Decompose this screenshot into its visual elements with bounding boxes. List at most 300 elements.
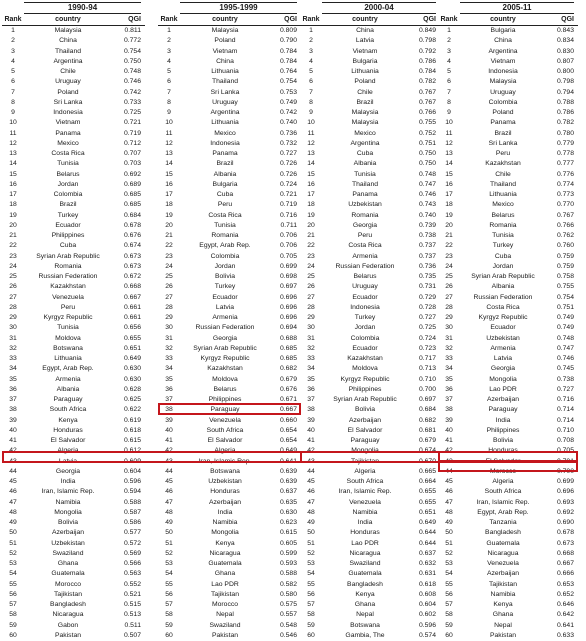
qgi-cell: 0.746	[418, 191, 436, 198]
country-cell: Poland	[57, 88, 79, 96]
country-cell: Romania	[351, 211, 379, 219]
qgi-cell: 0.736	[279, 129, 297, 137]
table-row	[158, 621, 301, 631]
table-row	[300, 621, 440, 631]
rank-cell: 18	[165, 201, 173, 209]
country-cell: Namibia	[490, 590, 516, 598]
qgi-cell: 0.612	[123, 447, 141, 455]
qgi-cell: 0.688	[279, 334, 297, 342]
rank-cell: 17	[165, 191, 173, 198]
country-cell: Romania	[54, 262, 82, 270]
qgi-cell: 0.682	[418, 416, 436, 424]
qgi-cell: 0.596	[418, 621, 436, 629]
rank-cell: 11	[445, 129, 453, 137]
qgi-cell: 0.773	[556, 191, 574, 198]
country-cell: South Africa	[49, 406, 87, 414]
qgi-cell: 0.630	[123, 365, 141, 373]
country-cell: Georgia	[352, 221, 378, 229]
qgi-cell: 0.811	[124, 27, 141, 34]
table-row	[438, 375, 578, 385]
table-row	[300, 323, 440, 333]
country-cell: Malaysia	[211, 27, 239, 34]
qgi-cell: 0.777	[556, 160, 574, 168]
country-cell: Azerbaijan	[51, 529, 85, 537]
country-cell: Mexico	[214, 129, 236, 137]
rank-cell: 26	[445, 283, 453, 291]
rank-cell: 23	[165, 252, 173, 260]
period-title: 2000-04	[322, 2, 436, 14]
country-cell: Ghana	[214, 570, 236, 578]
qgi-cell: 0.776	[556, 170, 574, 178]
qgi-cell: 0.692	[123, 170, 141, 178]
rank-cell: 30	[165, 324, 173, 332]
rank-cell: 53	[307, 560, 315, 567]
rank-cell: 60	[445, 631, 453, 639]
country-cell: Argentina	[53, 57, 83, 65]
rank-cell: 7	[309, 88, 313, 96]
qgi-cell: 0.786	[556, 109, 574, 116]
qgi-cell: 0.667	[279, 406, 297, 414]
country-cell: Panama	[55, 129, 81, 137]
table-row	[300, 467, 440, 477]
country-cell: Honduras	[350, 529, 380, 537]
qgi-cell: 0.751	[418, 139, 436, 147]
country-cell: Bangladesh	[485, 529, 521, 537]
country-cell: Thailand	[489, 180, 517, 188]
table-row	[2, 98, 145, 108]
country-cell: Jordan	[354, 324, 376, 332]
country-cell: Indonesia	[210, 139, 240, 147]
rank-cell: 12	[445, 139, 453, 147]
rank-cell: 30	[445, 324, 453, 332]
qgi-cell: 0.739	[418, 221, 436, 229]
qgi-cell: 0.790	[279, 37, 297, 45]
rank-cell: 27	[445, 293, 453, 301]
rank-cell: 4	[309, 57, 313, 65]
rank-cell: 24	[445, 262, 453, 270]
table-row	[158, 323, 301, 333]
table-row	[300, 221, 440, 231]
country-cell: Turkey	[57, 211, 79, 219]
country-cell: Bangladesh	[50, 601, 86, 608]
country-cell: Peru	[217, 201, 233, 209]
qgi-cell: 0.622	[123, 406, 141, 414]
country-cell: Tunisia	[57, 324, 79, 332]
qgi-cell: 0.700	[556, 467, 574, 475]
qgi-cell: 0.619	[123, 416, 141, 424]
country-cell: Bolivia	[492, 437, 514, 444]
qgi-cell: 0.713	[418, 365, 436, 373]
qgi-cell: 0.667	[123, 293, 141, 301]
country-cell: Iran, Islamic Rep.	[338, 488, 392, 496]
rank-cell: 26	[307, 283, 315, 291]
table-row	[300, 293, 440, 303]
country-cell: Lithuania	[54, 355, 82, 362]
qgi-cell: 0.644	[418, 529, 436, 537]
country-cell: Syrian Arab Republic	[333, 396, 397, 403]
table-row	[2, 252, 145, 262]
qgi-cell: 0.668	[123, 283, 141, 291]
table-row	[300, 385, 440, 395]
table-row	[300, 559, 440, 569]
qgi-cell: 0.696	[279, 293, 297, 301]
country-cell: South Africa	[206, 426, 244, 434]
table-row	[2, 282, 145, 292]
country-cell: Colombia	[210, 252, 240, 260]
qgi-cell: 0.754	[123, 47, 141, 55]
rank-cell: 10	[307, 119, 315, 127]
rank-cell: 22	[165, 242, 173, 250]
rank-cell: 30	[307, 324, 315, 332]
qgi-cell: 0.654	[279, 437, 297, 444]
table-row	[158, 200, 301, 210]
qgi-cell: 0.689	[123, 180, 141, 188]
country-cell: Mongolia	[351, 447, 379, 455]
table-row	[300, 395, 440, 405]
qgi-cell: 0.714	[556, 406, 574, 414]
rank-cell: 40	[445, 426, 453, 434]
country-cell: Venezuela	[487, 560, 519, 567]
rank-cell: 46	[307, 488, 315, 496]
rank-cell: 20	[445, 221, 453, 229]
rank-cell: 15	[445, 170, 453, 178]
qgi-cell: 0.690	[556, 519, 574, 526]
country-cell: Tajikistan	[211, 590, 239, 598]
qgi-cell: 0.728	[418, 303, 436, 311]
rank-cell: 42	[307, 447, 315, 455]
country-cell: El Salvador	[207, 437, 243, 444]
qgi-cell: 0.784	[279, 47, 297, 55]
qgi-cell: 0.738	[556, 375, 574, 383]
rank-cell: 43	[445, 457, 453, 465]
rank-cell: 52	[165, 549, 173, 557]
table-row	[438, 26, 578, 36]
table-row	[2, 477, 145, 487]
rank-cell: 54	[165, 570, 173, 578]
qgi-cell: 0.563	[123, 570, 141, 578]
qgi-cell: 0.639	[279, 478, 297, 485]
table-row	[438, 313, 578, 323]
table-row	[300, 190, 440, 200]
rank-cell: 24	[165, 262, 173, 270]
rank-cell: 6	[447, 78, 451, 86]
country-cell: Bolivia	[354, 406, 376, 414]
country-cell: Poland	[492, 109, 514, 116]
rank-cell: 21	[9, 232, 17, 239]
qgi-cell: 0.623	[279, 519, 297, 526]
rank-cell: 16	[165, 180, 173, 188]
table-row	[2, 416, 145, 426]
rank-cell: 49	[165, 519, 173, 526]
country-cell: Guatemala	[51, 570, 85, 578]
table-row	[438, 539, 578, 549]
rank-cell: 32	[307, 344, 315, 352]
rank-cell: 10	[165, 119, 173, 127]
country-cell: Egypt, Arab Rep.	[477, 508, 529, 516]
rank-cell: 31	[307, 334, 315, 342]
country-cell: Indonesia	[488, 68, 518, 75]
qgi-cell: 0.604	[418, 601, 436, 608]
table-row	[158, 57, 301, 67]
country-cell: Venezuela	[209, 416, 241, 424]
country-cell: Tunisia	[214, 221, 236, 229]
country-cell: Syrian Arab Republic	[36, 252, 100, 260]
rank-cell: 39	[9, 416, 17, 424]
country-cell: Russian Federation	[335, 262, 395, 270]
country-cell: Malaysia	[351, 109, 379, 116]
rank-cell: 59	[307, 621, 315, 629]
qgi-cell: 0.630	[123, 375, 141, 383]
rank-cell: 5	[309, 68, 313, 75]
table-row	[300, 231, 440, 241]
country-cell: Georgia	[212, 334, 238, 342]
table-row	[300, 170, 440, 180]
country-cell: Belarus	[353, 273, 377, 280]
period-title: 2005-11	[460, 2, 574, 14]
country-cell: Gabon	[57, 621, 79, 629]
rank-cell: 37	[9, 396, 17, 403]
rank-cell: 50	[165, 529, 173, 537]
table-row	[300, 498, 440, 508]
country-cell: Nicaragua	[209, 549, 241, 557]
table-row	[438, 272, 578, 282]
country-cell: Georgia	[55, 467, 81, 475]
rank-cell: 40	[307, 426, 315, 434]
rank-cell: 38	[307, 406, 315, 414]
table-row	[158, 600, 301, 610]
rank-cell: 18	[307, 201, 315, 209]
rank-cell: 46	[165, 488, 173, 496]
country-cell: Lithuania	[211, 68, 239, 75]
table-row	[300, 590, 440, 600]
qgi-cell: 0.779	[556, 139, 574, 147]
table-row	[158, 375, 301, 385]
rank-cell: 31	[165, 334, 173, 342]
country-cell: Azerbaijan	[486, 570, 520, 578]
rank-cell: 3	[167, 47, 171, 55]
qgi-cell: 0.651	[123, 344, 141, 352]
rank-cell: 53	[445, 560, 453, 567]
rank-cell: 8	[167, 98, 171, 106]
qgi-cell: 0.696	[279, 314, 297, 321]
country-cell: Philippines	[208, 396, 242, 403]
period-block-3	[438, 2, 578, 641]
country-cell: Uzbekistan	[208, 478, 242, 485]
qgi-cell: 0.637	[418, 549, 436, 557]
country-cell: Kyrgyz Republic	[200, 355, 250, 362]
qgi-cell: 0.618	[418, 580, 436, 588]
table-row	[2, 159, 145, 169]
country-cell: Brazil	[216, 160, 234, 168]
rank-cell: 21	[165, 232, 173, 239]
rank-cell: 50	[307, 529, 315, 537]
table-row	[438, 211, 578, 221]
table-row	[438, 416, 578, 426]
table-row	[158, 139, 301, 149]
country-cell: Panama	[352, 191, 378, 198]
rank-cell: 52	[445, 549, 453, 557]
table-row	[158, 108, 301, 118]
rank-cell: 6	[309, 78, 313, 86]
qgi-cell: 0.671	[279, 396, 297, 403]
table-row	[438, 426, 578, 436]
rank-cell: 56	[165, 590, 173, 598]
country-cell: Tunisia	[354, 170, 376, 178]
qgi-cell: 0.678	[556, 529, 574, 537]
table-row	[158, 313, 301, 323]
rank-cell: 28	[165, 303, 173, 311]
table-row	[2, 170, 145, 180]
country-cell: Philippines	[486, 426, 520, 434]
table-row	[300, 129, 440, 139]
table-row	[2, 590, 145, 600]
qgi-cell: 0.719	[279, 201, 297, 209]
table-row	[2, 36, 145, 46]
country-cell: Ghana	[492, 611, 514, 619]
table-row	[300, 580, 440, 590]
table-row	[300, 354, 440, 364]
rank-cell: 25	[165, 273, 173, 280]
rank-cell: 23	[9, 252, 17, 260]
country-cell: Pakistan	[211, 631, 239, 639]
qgi-cell: 0.724	[279, 180, 297, 188]
country-cell: Paraguay	[53, 396, 83, 403]
table-row	[2, 569, 145, 579]
rank-cell: 50	[9, 529, 17, 537]
qgi-cell: 0.631	[418, 570, 436, 578]
qgi-cell: 0.700	[418, 385, 436, 393]
table-row	[438, 477, 578, 487]
country-cell: Belarus	[213, 385, 237, 393]
rank-cell: 34	[165, 365, 173, 373]
country-cell: Azerbaijan	[348, 416, 382, 424]
rank-cell: 35	[165, 375, 173, 383]
country-cell: Nicaragua	[349, 549, 381, 557]
qgi-cell: 0.778	[556, 150, 574, 157]
table-row	[438, 149, 578, 159]
country-cell: Ecuador	[352, 293, 378, 301]
country-cell: Nepal	[216, 611, 234, 619]
country-cell: Belarus	[56, 170, 80, 178]
qgi-cell: 0.672	[123, 273, 141, 280]
table-row	[158, 262, 301, 272]
country-cell: India	[217, 508, 233, 516]
country-cell: El Salvador	[50, 437, 86, 444]
rank-cell: 42	[445, 447, 453, 455]
table-row	[300, 139, 440, 149]
rank-cell: 46	[445, 488, 453, 496]
table-row	[300, 364, 440, 374]
country-cell: Malaysia	[489, 78, 517, 86]
rank-cell: 29	[307, 314, 315, 321]
country-cell: Bulgaria	[352, 57, 378, 65]
qgi-cell: 0.751	[556, 303, 574, 311]
country-cell: China	[356, 27, 374, 34]
qgi-cell: 0.750	[418, 160, 436, 168]
rank-cell: 42	[165, 447, 173, 455]
qgi-cell: 0.661	[123, 303, 141, 311]
country-cell: Venezuela	[52, 293, 84, 301]
rank-cell: 48	[165, 508, 173, 516]
country-cell: Kazakhstan	[207, 365, 243, 373]
qgi-cell: 0.684	[418, 406, 436, 414]
table-row	[158, 508, 301, 518]
table-row	[300, 159, 440, 169]
rank-cell: 55	[307, 580, 315, 588]
rank-cell: 49	[9, 519, 17, 526]
country-cell: Swaziland	[349, 560, 381, 567]
rank-cell: 48	[9, 508, 17, 516]
table-row	[438, 498, 578, 508]
country-cell: Ghana	[354, 601, 376, 608]
qgi-cell: 0.698	[279, 273, 297, 280]
rank-cell: 56	[307, 590, 315, 598]
country-cell: Guatemala	[348, 570, 382, 578]
qgi-cell: 0.758	[556, 273, 574, 280]
qgi-cell: 0.566	[123, 560, 141, 567]
qgi-cell: 0.679	[418, 437, 436, 444]
qgi-cell: 0.618	[123, 426, 141, 434]
country-cell: Peru	[357, 232, 373, 239]
country-header: country	[352, 16, 378, 23]
country-cell: Tanzania	[489, 519, 517, 526]
country-cell: Latvia	[355, 37, 375, 45]
country-cell: Latvia	[493, 355, 513, 362]
rank-cell: 41	[307, 437, 315, 444]
country-header: country	[212, 16, 238, 23]
rank-cell: 37	[165, 396, 173, 403]
qgi-cell: 0.703	[123, 160, 141, 168]
country-cell: Albania	[56, 385, 80, 393]
rank-cell: 24	[307, 262, 315, 270]
rank-cell: 46	[9, 488, 17, 496]
rank-cell: 43	[9, 457, 17, 465]
rank-cell: 32	[445, 344, 453, 352]
country-cell: Cuba	[356, 150, 374, 157]
rank-cell: 14	[445, 160, 453, 168]
rank-cell: 52	[307, 549, 315, 557]
qgi-cell: 0.830	[556, 47, 574, 55]
table-row	[300, 108, 440, 118]
table-row	[158, 549, 301, 559]
qgi-cell: 0.696	[279, 303, 297, 311]
country-cell: Egypt, Arab Rep.	[199, 242, 251, 250]
country-cell: Argentina	[488, 47, 518, 55]
country-cell: El Salvador	[485, 457, 521, 465]
country-cell: Ecuador	[490, 324, 516, 332]
rank-cell: 60	[307, 631, 315, 639]
qgi-cell: 0.766	[556, 221, 574, 229]
table-row	[2, 211, 145, 221]
rank-header: Rank	[4, 16, 22, 23]
qgi-cell: 0.712	[123, 139, 141, 147]
table-row	[158, 610, 301, 620]
table-row	[300, 508, 440, 518]
table-row	[438, 569, 578, 579]
qgi-cell: 0.754	[279, 78, 297, 86]
table-row	[438, 487, 578, 497]
country-cell: Kyrgyz Republic	[340, 375, 390, 383]
qgi-header: QGI	[128, 16, 141, 23]
table-row	[158, 170, 301, 180]
qgi-cell: 0.706	[279, 242, 297, 250]
rank-cell: 3	[11, 47, 15, 55]
country-cell: Costa Rica	[348, 242, 382, 250]
table-row	[2, 344, 145, 354]
country-cell: Brazil	[494, 129, 512, 137]
qgi-cell: 0.780	[556, 129, 574, 137]
qgi-cell: 0.655	[123, 334, 141, 342]
